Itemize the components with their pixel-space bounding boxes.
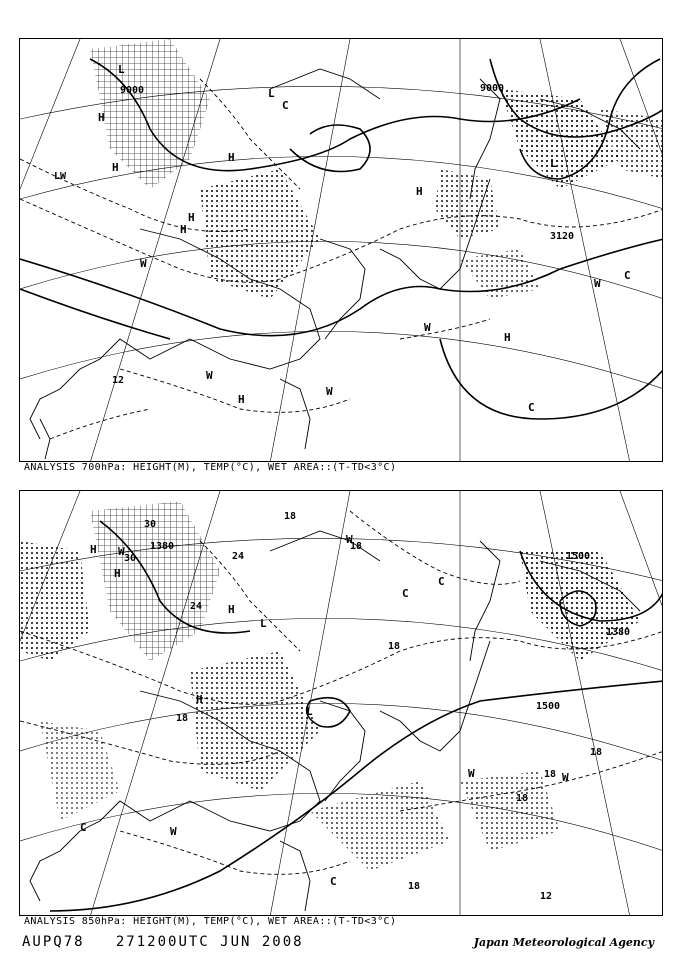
weather-label: W bbox=[140, 257, 147, 270]
height-value: 1380 bbox=[150, 541, 175, 552]
height-value: 1500 bbox=[566, 551, 591, 562]
temperature-value: 18 bbox=[388, 641, 401, 652]
agency-credit: Japan Meteorological Agency bbox=[473, 936, 654, 949]
temperature-label: C bbox=[330, 875, 337, 888]
height-value: 9000 bbox=[480, 83, 505, 94]
temperature-value: 24 bbox=[190, 601, 203, 612]
map-panel-700hpa bbox=[19, 38, 663, 462]
temperature-label: C bbox=[80, 821, 87, 834]
temperature-label: C bbox=[402, 587, 409, 600]
map-panel-850hpa bbox=[19, 490, 663, 916]
weather-label: W bbox=[118, 545, 125, 558]
temperature-value: 12 bbox=[112, 375, 125, 386]
pressure-label: H bbox=[180, 223, 187, 236]
temperature-value: 30 bbox=[124, 553, 137, 564]
temperature-value: 18 bbox=[408, 881, 421, 892]
temperature-value: 18 bbox=[176, 713, 189, 724]
panel-caption-700hpa: ANALYSIS 700hPa: HEIGHT(M), TEMP(°C), WET AREA::(T-TD<3°C) bbox=[24, 462, 397, 473]
region-label: LW bbox=[54, 171, 67, 182]
temperature-value: 18 bbox=[590, 747, 603, 758]
pressure-label: H bbox=[238, 393, 245, 406]
temperature-value: 18 bbox=[350, 541, 363, 552]
weather-label: W bbox=[326, 385, 333, 398]
pressure-label: L bbox=[306, 705, 313, 718]
weather-label: W bbox=[346, 533, 353, 546]
temperature-value: 1380 bbox=[606, 627, 631, 638]
temperature-value: 18 bbox=[516, 793, 529, 804]
pressure-label: L bbox=[550, 157, 557, 170]
pressure-label: L bbox=[260, 617, 267, 630]
pressure-label: H bbox=[228, 603, 235, 616]
temperature-value: 30 bbox=[144, 519, 157, 530]
chart-code: AUPQ78 bbox=[22, 934, 85, 950]
temperature-value: 12 bbox=[540, 891, 553, 902]
weather-label: W bbox=[170, 825, 177, 838]
pressure-label: H bbox=[98, 111, 105, 124]
weather-label: W bbox=[594, 277, 601, 290]
pressure-label: H bbox=[112, 161, 119, 174]
pressure-label: H bbox=[196, 693, 203, 706]
pressure-label: H bbox=[416, 185, 423, 198]
weather-label: W bbox=[206, 369, 213, 382]
pressure-label: H bbox=[90, 543, 97, 556]
chart-id-and-time bbox=[22, 934, 304, 950]
panel-caption-850hpa: ANALYSIS 850hPa: HEIGHT(M), TEMP(°C), WET AREA::(T-TD<3°C) bbox=[24, 916, 397, 927]
pressure-label: H bbox=[114, 567, 121, 580]
temperature-value: 24 bbox=[232, 551, 245, 562]
weather-label: W bbox=[562, 771, 569, 784]
pressure-label: L bbox=[268, 87, 275, 100]
temperature-value: 18 bbox=[284, 511, 297, 522]
temperature-label: C bbox=[528, 401, 535, 414]
height-value: 9000 bbox=[120, 85, 145, 96]
pressure-label: H bbox=[228, 151, 235, 164]
pressure-label: L bbox=[118, 63, 125, 76]
pressure-label: H bbox=[504, 331, 511, 344]
weather-label: W bbox=[424, 321, 431, 334]
chart-datetime: 271200UTC JUN 2008 bbox=[115, 934, 304, 950]
weather-label: W bbox=[468, 767, 475, 780]
height-value: 1500 bbox=[536, 701, 561, 712]
temperature-label: C bbox=[282, 99, 289, 112]
temperature-value: 18 bbox=[544, 769, 557, 780]
temperature-label: C bbox=[438, 575, 445, 588]
temperature-label: C bbox=[624, 269, 631, 282]
pressure-label: H bbox=[188, 211, 195, 224]
height-value: 3120 bbox=[550, 231, 575, 242]
